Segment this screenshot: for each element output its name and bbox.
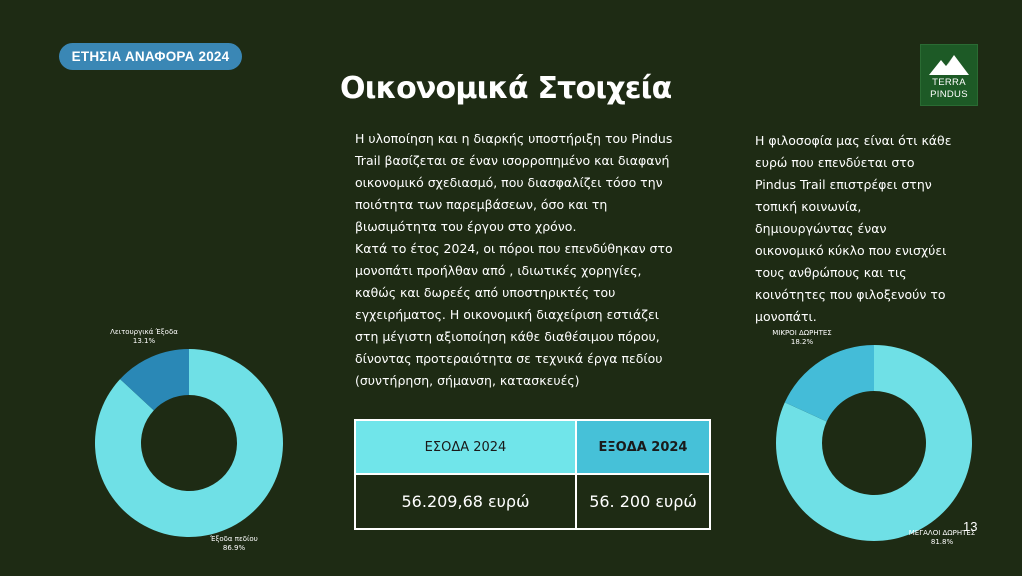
slice-percent-label: 18.2%	[790, 338, 814, 346]
side-text-line: δημιουργώντας έναν	[755, 221, 887, 236]
main-text-line: Η υλοποίηση και η διαρκής υποστήριξη του Pindus	[355, 131, 673, 146]
side-text-line: μονοπάτι.	[755, 309, 817, 324]
side-text-line: κοινότητες που φιλοξενούν το	[755, 287, 946, 302]
expense-value: 56. 200 ευρώ	[575, 473, 709, 528]
main-text-line: ποιότητα των παρεμβάσεων, όσο και τη	[355, 197, 608, 212]
main-text-line: Trail βασίζεται σε έναν ισορροπημένο και διαφανή	[355, 153, 670, 168]
main-text-line: δίνοντας προτεραιότητα σε τεχνικά έργα πεδίου	[355, 351, 663, 366]
main-text-line: μονοπάτι προήλθαν από , ιδιωτικές χορηγίες,	[355, 263, 642, 278]
page-number: 13	[963, 519, 978, 534]
main-text-line: Κατά το έτος 2024, οι πόροι που επενδύθηκαν στο	[355, 241, 673, 256]
main-text-line: καθώς και δωρεές από υποστηρικτές του	[355, 285, 616, 300]
side-text-line: οικονομικό κύκλο που ενισχύει	[755, 243, 947, 258]
side-text-line: ευρώ που επενδύεται στο	[755, 155, 915, 170]
finance-table	[354, 419, 711, 530]
side-paragraph	[755, 130, 951, 328]
slice-percent-label: 86.9%	[222, 544, 246, 552]
income-value: 56.209,68 ευρώ	[356, 473, 575, 528]
side-text-line: τους ανθρώπους και τις	[755, 265, 907, 280]
slice-percent-label: 81.8%	[930, 538, 954, 546]
main-paragraph	[355, 128, 673, 392]
income-header: ΕΣΟΔΑ 2024	[356, 421, 575, 473]
side-text-line: Η φιλοσοφία μας είναι ότι κάθε	[755, 133, 952, 148]
main-text-line: (συντήρηση, σήμανση, κατασκευές)	[355, 373, 580, 388]
main-text-line: οικονομικό σχεδιασμό, που διασφαλίζει τόσο την	[355, 175, 663, 190]
expense-header: ΕΞΟΔΑ 2024	[575, 421, 709, 473]
donors-donut-chart	[720, 320, 1022, 576]
logo-line2: PINDUS	[930, 89, 968, 100]
slice-label: ΜΙΚΡΟΙ ΔΩΡΗΤΕΣ	[772, 329, 832, 337]
slice-percent-label: 13.1%	[132, 337, 156, 345]
main-text-line: στη μέγιστη αξιοποίηση κάθε διαθέσιμου πόρου,	[355, 329, 660, 344]
page-title: Οικονομικά Στοιχεία	[340, 71, 672, 106]
slice-label: ΜΕΓΑΛΟΙ ΔΩΡΗΤΕΣ	[908, 529, 976, 537]
report-badge: ΕΤΗΣΙΑ ΑΝΑΦΟΡΑ 2024	[59, 43, 242, 70]
slice-label: Λειτουργικά Έξοδα	[110, 328, 178, 336]
mountain-icon	[927, 51, 971, 77]
side-text-line: Pindus Trail επιστρέφει στην	[755, 177, 932, 192]
expenses-donut-chart	[0, 320, 320, 576]
slice-label: Έξοδα πεδίου	[210, 535, 258, 543]
side-text-line: τοπική κοινωνία,	[755, 199, 862, 214]
main-text-line: βιωσιμότητα του έργου στο χρόνο.	[355, 219, 577, 234]
logo-line1: TERRA	[932, 77, 966, 88]
main-text-line: εγχειρήματος. Η οικονομική διαχείριση εστιάζει	[355, 307, 659, 322]
terra-pindus-logo	[920, 44, 978, 106]
